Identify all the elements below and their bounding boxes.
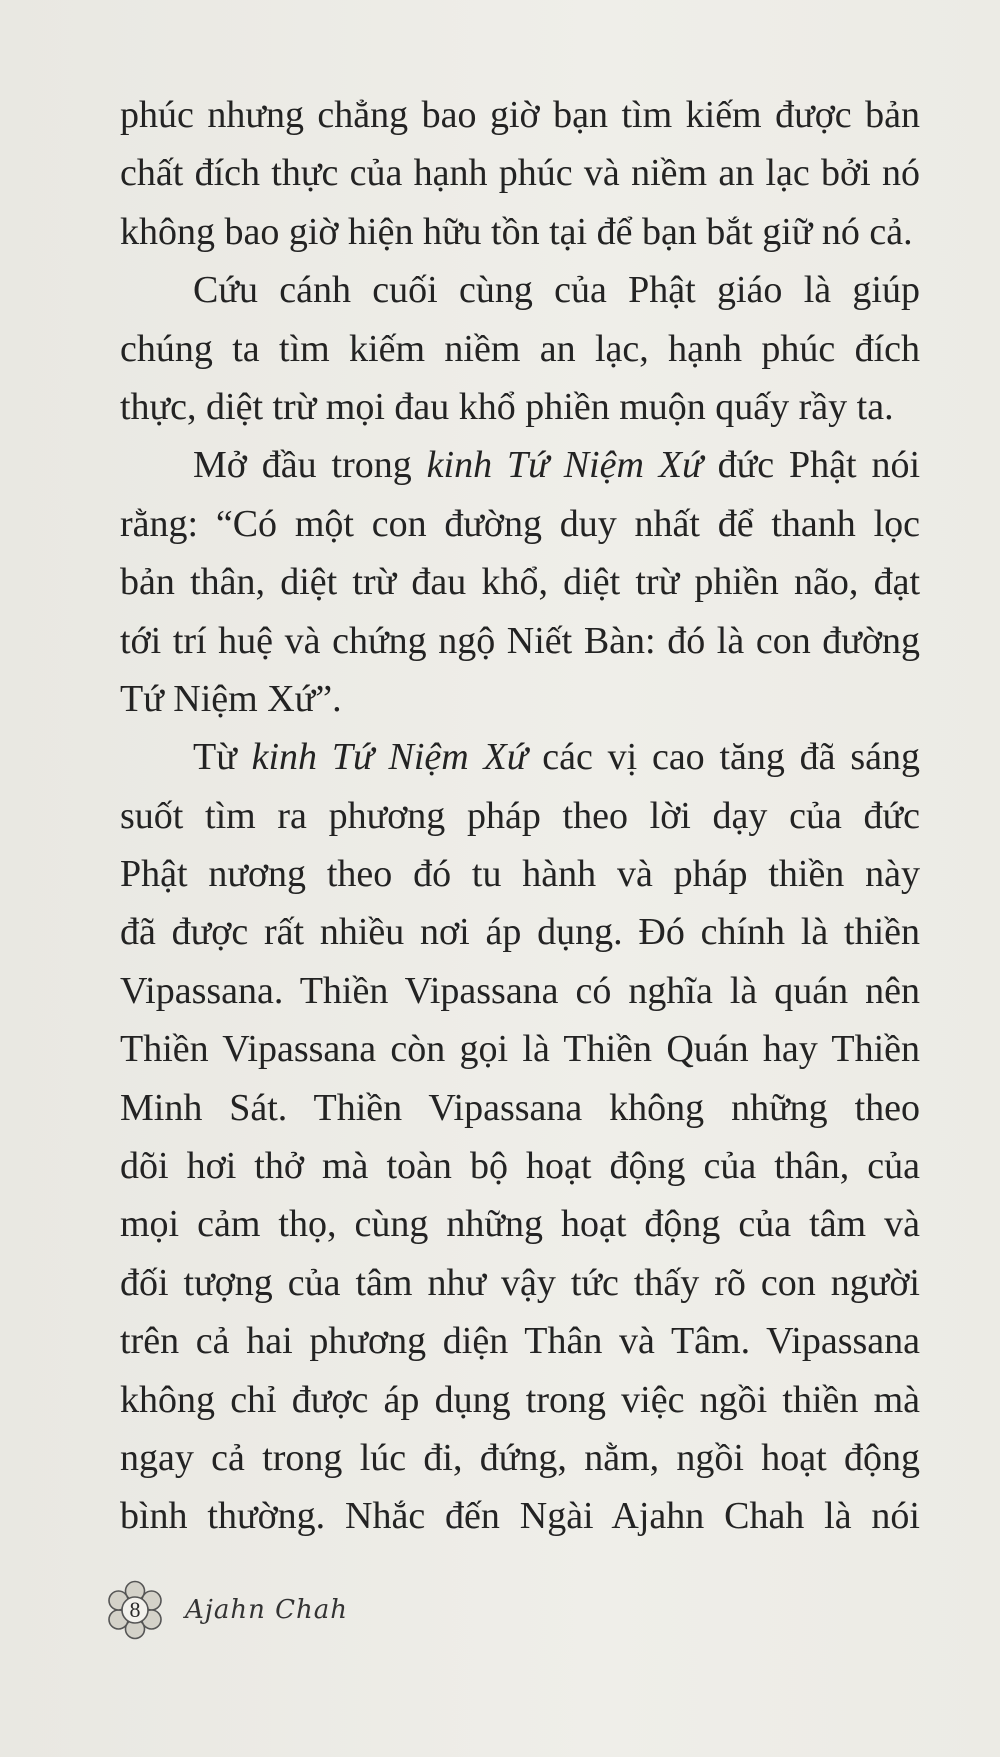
text-line: chúng ta tìm kiếm niềm an lạc, hạnh phúc đích [120, 327, 920, 370]
text-run: Mở đầu trong [193, 444, 427, 487]
text-line: đã được rất nhiều nơi áp dụng. Đó chính là thiền [120, 911, 920, 954]
text-run: đức Phật nói [702, 444, 920, 487]
text-line: ngay cả trong lúc đi, đứng, nằm, ngồi hoạt động [120, 1436, 920, 1479]
text-line: rằng: “Có một con đường duy nhất để thanh lọc [120, 502, 920, 545]
text-line: thực, diệt trừ mọi đau khổ phiền muộn quấy rầy ta. [120, 385, 894, 428]
text-line: không chỉ được áp dụng trong việc ngồi thiền mà [120, 1378, 920, 1421]
text-run: Từ [193, 736, 252, 779]
book-title-italic: kinh Tứ Niệm Xứ [426, 444, 703, 487]
running-footer-author: Ajahn Chah [185, 1595, 348, 1625]
text-line [120, 436, 920, 494]
text-line: Minh Sát. Thiền Vipassana không những theo [120, 1086, 920, 1129]
text-line: Cứu cánh cuối cùng của Phật giáo là giúp [193, 269, 920, 312]
text-line: Thiền Vipassana còn gọi là Thiền Quán hay Thiền [120, 1028, 920, 1071]
text-line: trên cả hai phương diện Thân và Tâm. Vipassana [120, 1320, 920, 1363]
paragraph [120, 436, 920, 728]
text-line: Vipassana. Thiền Vipassana có nghĩa là quán nên [120, 969, 920, 1012]
text-line: chất đích thực của hạnh phúc và niềm an lạc bởi nó [120, 152, 920, 195]
text-line [120, 728, 920, 786]
text-line: Tứ Niệm Xứ”. [120, 677, 342, 720]
text-line: bản thân, diệt trừ đau khổ, diệt trừ phiền não, đạt [120, 561, 920, 604]
text-line: không bao giờ hiện hữu tồn tại để bạn bắt giữ nó cả. [120, 210, 913, 253]
page-number: 8 [129, 1597, 141, 1622]
text-line: đối tượng của tâm như vậy tức thấy rõ con người [120, 1261, 920, 1304]
text-line: dõi hơi thở mà toàn bộ hoạt động của thân, của [120, 1145, 920, 1188]
text-line: suốt tìm ra phương pháp theo lời dạy của đức [120, 794, 920, 837]
text-line: tới trí huệ và chứng ngộ Niết Bàn: đó là con đường [120, 619, 920, 662]
paragraph [120, 261, 920, 436]
text-line: bình thường. Nhắc đến Ngài Ajahn Chah là nói [120, 1495, 920, 1538]
paragraph [120, 86, 920, 261]
book-title-italic: kinh Tứ Niệm Xứ [251, 736, 528, 779]
page-footer [105, 1580, 348, 1640]
text-line: mọi cảm thọ, cùng những hoạt động của tâm và [120, 1203, 920, 1246]
text-line: Phật nương theo đó tu hành và pháp thiền này [120, 853, 920, 896]
text-line: phúc nhưng chẳng bao giờ bạn tìm kiếm được bản [120, 94, 920, 136]
paragraph [120, 728, 920, 1545]
body-text [120, 86, 920, 1546]
flower-ornament-icon [105, 1580, 165, 1640]
text-run: các vị cao tăng đã sáng [527, 736, 920, 779]
